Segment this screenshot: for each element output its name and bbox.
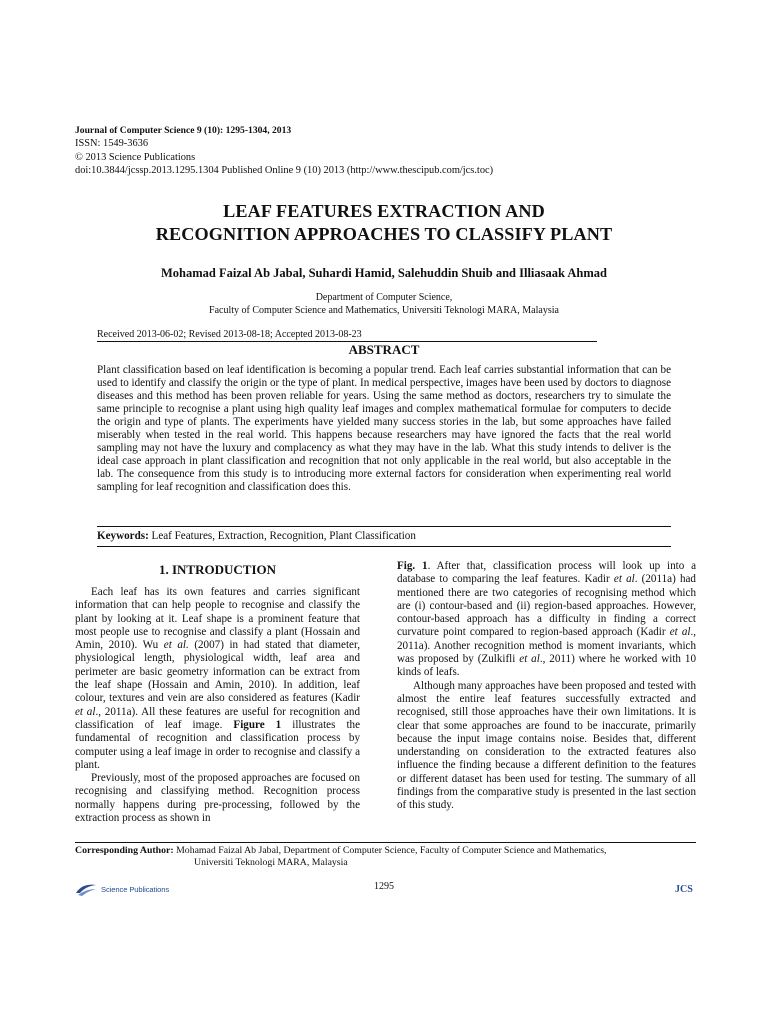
- right-paragraph-1: [397, 560, 696, 680]
- abstract-text: Plant classification based on leaf identification is becoming a popular trend. Each leaf carries substantial information that can be used to identify and classify the origin or the type of plant. In medical perspective, images have been used by doctors to diagnose diseases and this method has been proven reliable for years. Using the same method as doctors, researchers try to simulate the same principle to recognise a plant using high quality leaf images and complex mathematical formulae for computers to decide the origin and type of plants. The experiments have yielded many success stories in the lab, but some approaches have failed miserably when tested in the real world. This happens because researchers may have ignored the facts that the real world sampling may not have the luxury and complacency as what they may have in the lab. What this study intends to deliver is the ideal case approach in plant classification and recognition that not only applicable in the real world, but also acceptable in the lab. The consequence from this study is to introducing more external factors for consideration when experimenting real world sampling for leaf recognition and classification does this.: [97, 364, 671, 493]
- doi: doi:10.3844/jcssp.2013.1295.1304 Published Online 9 (10) 2013 (http://www.thescipub.com/jcs.toc): [75, 165, 494, 177]
- text-run: Each leaf has its own features and carries significant information that can help people to recognise and classify the plant by looking at it. Leaf shape is a prominent feature that most people use to recognise and classify a plant (Hossain and Amin, 2010). Wu: [75, 586, 360, 652]
- text-run: ., 2011a). All these features are useful for recognition and classification of leaf image.: [75, 705, 360, 731]
- paper-title: [60, 200, 708, 246]
- keywords: [97, 530, 671, 542]
- journal-header: [75, 124, 715, 178]
- title-line-2: RECOGNITION APPROACHES TO CLASSIFY PLANT: [155, 224, 613, 244]
- corresponding-author: [75, 845, 715, 869]
- copyright: © 2013 Science Publications: [75, 151, 196, 163]
- title-line-1: LEAF FEATURES EXTRACTION AND: [223, 201, 545, 221]
- keywords-label: Keywords:: [97, 530, 149, 542]
- divider: [97, 546, 671, 547]
- right-column: [397, 560, 696, 813]
- abstract-heading: ABSTRACT: [348, 342, 420, 357]
- author-list: Mohamad Faizal Ab Jabal, Suhardi Hamid, Salehuddin Shuib and Illiasaak Ahmad: [161, 266, 607, 280]
- submission-dates: Received 2013-06-02; Revised 2013-08-18; Accepted 2013-08-23: [97, 329, 362, 340]
- corresponding-line-2: Universiti Teknologi MARA, Malaysia: [194, 857, 348, 869]
- figure-reference[interactable]: Fig. 1: [397, 560, 428, 572]
- issn: ISSN: 1549-3636: [75, 138, 149, 150]
- section-heading-introduction: 1. INTRODUCTION: [158, 562, 276, 577]
- corresponding-label: Corresponding Author:: [75, 845, 174, 856]
- affiliation-line-2: Faculty of Computer Science and Mathematics, Universiti Teknologi MARA, Malaysia: [209, 304, 559, 316]
- citation-etal: et al.: [163, 639, 189, 652]
- citation-etal: et al: [613, 573, 635, 586]
- figure-reference[interactable]: Figure 1: [233, 718, 282, 731]
- right-paragraph-2: Although many approaches have been proposed and tested with almost the entire leaf features successfully extracted and recognised, still those approaches have their own limitations. It is clear that some approaches are found to be inaccurate, primarily because the input image contains noise. Besides that, different understanding on consideration to the extracted features also influence the finding because a different definition to the features or different dataset has been used for testing. The summary of all findings from the comparative study is presented in the last section of this study.: [397, 679, 696, 812]
- text-run: (2007) in had stated that diameter, physiological length, physiological width, leaf area and perimeter are basic geometry information can be extract from the leaf shape (Hossain and Amin, 2010). In addition, leaf colour, textures and vein are also considered as features (Kadir: [75, 639, 360, 705]
- divider: [97, 526, 671, 527]
- citation-etal: et al: [519, 653, 540, 666]
- text-run: ., 2011) where he worked with 10 kinds of leafs.: [397, 653, 696, 679]
- logo-text: Science Publications: [101, 884, 170, 894]
- divider: [75, 842, 696, 843]
- journal-citation: Journal of Computer Science 9 (10): 1295-1304, 2013: [75, 125, 292, 136]
- left-column: [75, 586, 360, 825]
- text-run: illustrates the fundamental of recognition and classification process by computer using a leaf image in order to recognise and classify a plant.: [75, 718, 360, 771]
- keywords-text: Leaf Features, Extraction, Recognition, Plant Classification: [151, 530, 416, 542]
- affiliation: [60, 292, 708, 317]
- text-run: . (2011a) had mentioned there are two categories of recognising method which are (i) contour-based and (ii) region-based approaches. However, contour-based approach has a difficulty in finding a correct curvature point compared to region-based approach (Kadir: [397, 573, 696, 639]
- citation-etal: et al: [669, 626, 691, 639]
- intro-paragraph-1: [75, 586, 360, 772]
- text-run: . After that, classification process will look up into a database to comparing the leaf features. Kadir: [397, 560, 697, 586]
- text-run: ., 2011a). Another recognition method is moment invariants, which was proposed by (Zulkifli: [397, 626, 696, 666]
- journal-abbreviation: JCS: [675, 884, 693, 895]
- intro-paragraph-2: Previously, most of the proposed approaches are focused on recognising and classifying method. Recognition process normally happens during pre-processing, followed by the extraction process as shown in: [75, 772, 360, 825]
- page-number: 1295: [374, 881, 394, 892]
- affiliation-line-1: Department of Computer Science,: [315, 292, 453, 303]
- corresponding-line-1: Mohamad Faizal Ab Jabal, Department of Computer Science, Faculty of Computer Science and Mathematics,: [176, 845, 607, 856]
- citation-etal: et al: [75, 705, 96, 718]
